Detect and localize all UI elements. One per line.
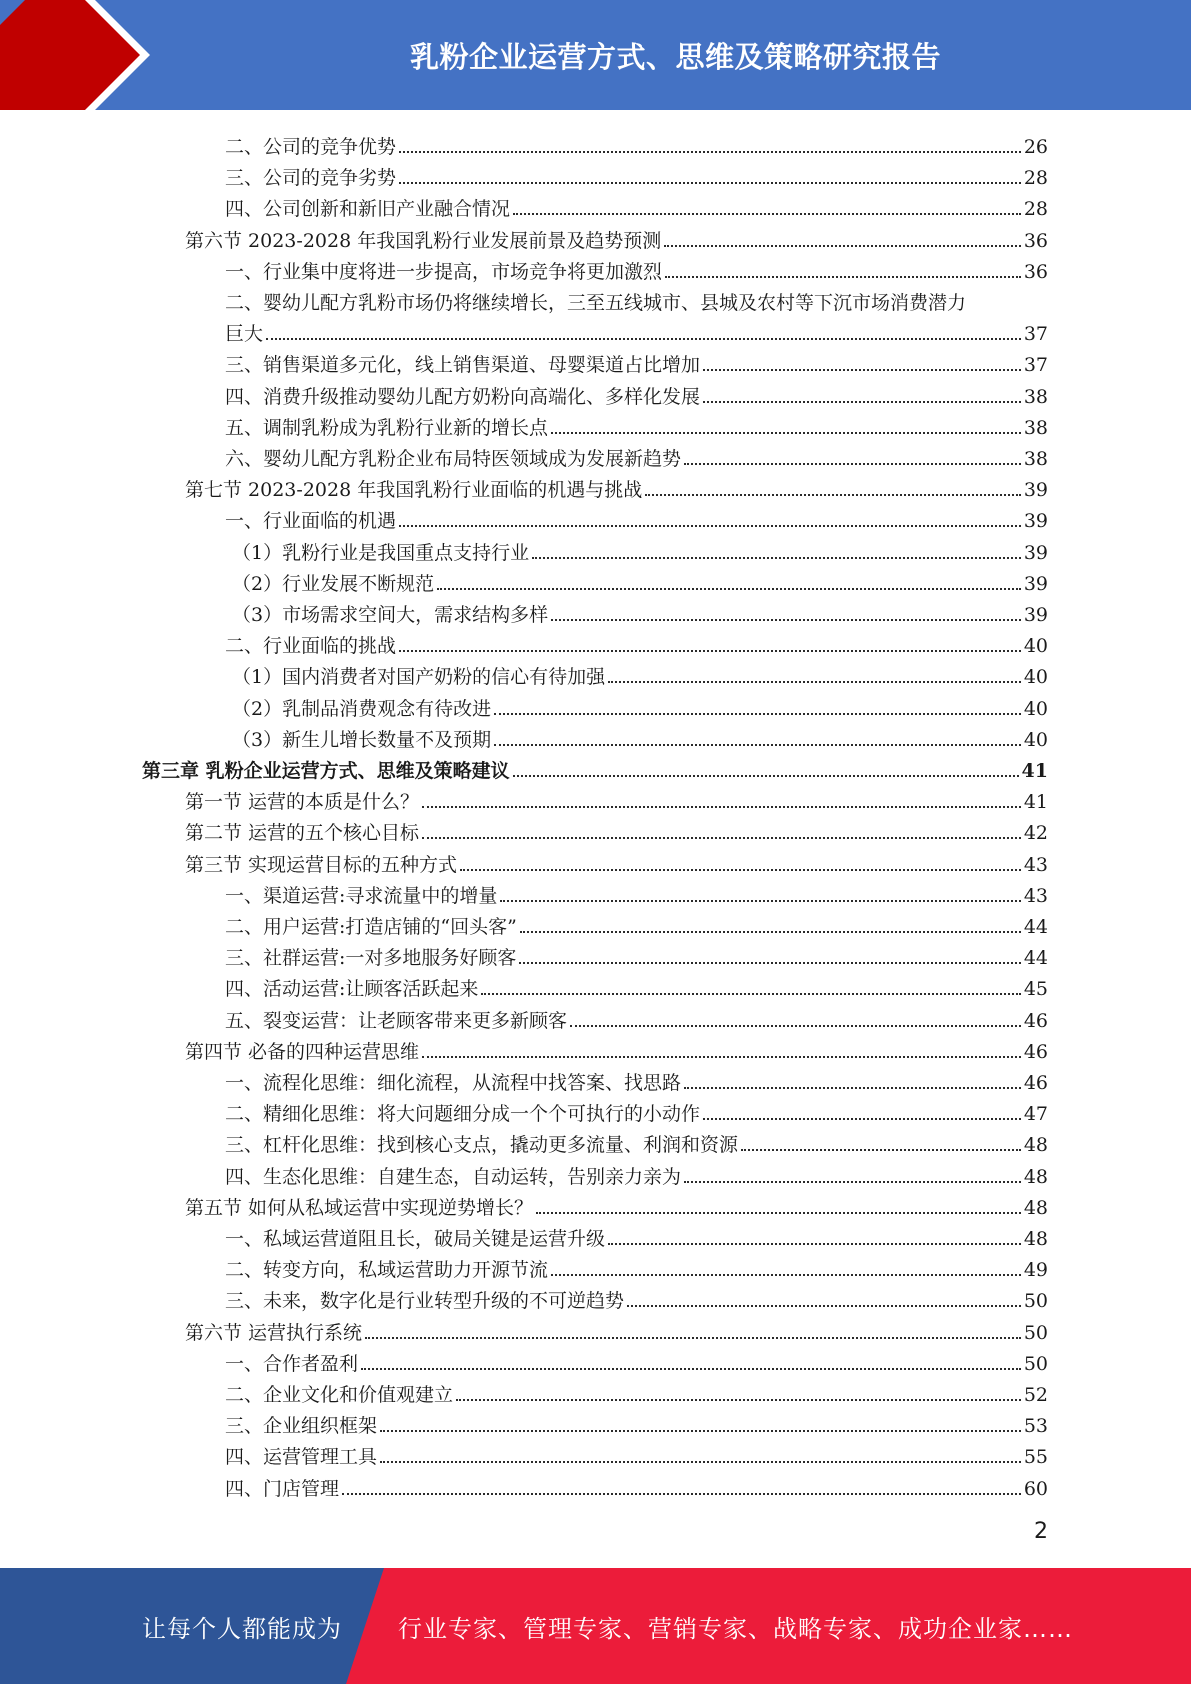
toc-entry[interactable]	[225, 1437, 1048, 1468]
toc-dot-leader	[460, 869, 1021, 871]
toc-entry[interactable]	[225, 314, 1048, 345]
toc-page-number: 43	[1023, 884, 1048, 907]
page-header	[0, 0, 1191, 110]
toc-entry[interactable]	[225, 1157, 1048, 1188]
toc-dot-leader	[703, 1118, 1021, 1120]
toc-dot-leader	[741, 1149, 1021, 1151]
toc-page-number: 45	[1023, 978, 1048, 1001]
toc-entry[interactable]	[232, 564, 1048, 595]
toc-page-number: 44	[1023, 947, 1048, 970]
toc-entry-text: 二、用户运营:打造店铺的“回头客”	[225, 916, 517, 938]
footer-slogan-right: 行业专家、管理专家、营销专家、战略专家、成功企业家……	[398, 1614, 1073, 1643]
toc-entry[interactable]	[225, 907, 1048, 938]
toc-dot-leader	[513, 213, 1021, 215]
toc-entry-text: 一、渠道运营:寻求流量中的增量	[225, 884, 498, 907]
toc-dot-leader	[703, 369, 1021, 371]
toc-page-number: 39	[1023, 604, 1048, 626]
toc-page-number: 38	[1023, 416, 1048, 439]
toc-entry-text: 四、生态化思维：自建生态，自动运转，告别亲力亲为	[225, 1165, 682, 1188]
toc-entry-text: （1）国内消费者对国产奶粉的信心有待加强	[232, 666, 606, 689]
toc-page-number: 28	[1023, 198, 1048, 221]
toc-dot-leader	[645, 494, 1021, 496]
toc-entry-text: 三、社群运营:一对多地服务好顾客	[225, 947, 517, 970]
toc-page-number: 48	[1023, 1134, 1048, 1157]
toc-dot-leader	[500, 900, 1020, 902]
toc-page-number: 40	[1023, 697, 1048, 720]
toc-dot-leader	[422, 1056, 1021, 1058]
toc-entry[interactable]	[232, 720, 1048, 751]
toc-entry[interactable]	[225, 1125, 1048, 1156]
toc-entry[interactable]	[225, 377, 1048, 408]
toc-page-number: 44	[1023, 916, 1048, 938]
toc-entry-text: 第五节 如何从私域运营中实现逆势增长？	[185, 1196, 534, 1219]
toc-page-number: 36	[1023, 260, 1048, 283]
toc-entry[interactable]	[225, 252, 1048, 283]
toc-dot-leader	[399, 151, 1021, 153]
toc-entry-text: 一、合作者盈利	[225, 1352, 359, 1375]
toc-entry-text: 一、流程化思维：细化流程，从流程中找答案、找思路	[225, 1072, 682, 1094]
toc-page-number: 55	[1023, 1446, 1048, 1469]
toc-section[interactable]	[185, 782, 1048, 813]
toc-page-number: 40	[1023, 666, 1048, 689]
toc-section[interactable]	[185, 813, 1048, 844]
toc-dot-leader	[570, 1025, 1021, 1027]
toc-entry[interactable]	[225, 1375, 1048, 1406]
toc-section[interactable]	[185, 470, 1048, 501]
toc-dot-leader	[422, 837, 1021, 839]
toc-entry[interactable]	[225, 1344, 1048, 1375]
toc-entry-text: 一、私域运营道阻且长，破局关键是运营升级	[225, 1228, 606, 1250]
toc-entry-text: 第六节 2023-2028 年我国乳粉行业发展前景及趋势预测	[185, 229, 662, 252]
toc-entry[interactable]	[225, 1406, 1048, 1437]
toc-entry-text: 三、杠杆化思维：找到核心支点，撬动更多流量、利润和资源	[225, 1134, 739, 1157]
toc-page-number: 28	[1023, 167, 1048, 190]
toc-page-number: 36	[1023, 229, 1048, 252]
toc-page-number: 40	[1023, 728, 1048, 751]
toc-entry[interactable]	[225, 1281, 1048, 1312]
toc-entry-text: 第六节 运营执行系统	[185, 1321, 363, 1344]
toc-dot-leader	[608, 681, 1021, 683]
toc-entry-text: 二、企业文化和价值观建立	[225, 1384, 454, 1406]
toc-dot-leader	[608, 1243, 1021, 1245]
toc-page-number: 26	[1023, 136, 1048, 158]
toc-entry[interactable]	[225, 345, 1048, 376]
toc-dot-leader	[520, 931, 1021, 933]
toc-page-number: 48	[1023, 1165, 1048, 1188]
toc-dot-leader	[532, 557, 1021, 559]
toc-entry-text: 一、行业集中度将进一步提高，市场竞争将更加激烈	[225, 260, 663, 283]
toc-entry[interactable]	[225, 938, 1048, 969]
toc-section[interactable]	[185, 221, 1048, 252]
toc-page-number: 48	[1023, 1228, 1048, 1250]
toc-entry-text: 三、企业组织框架	[225, 1415, 378, 1438]
toc-dot-leader	[684, 1181, 1021, 1183]
toc-page-number: 38	[1023, 385, 1048, 408]
header-arrow-decoration	[0, 0, 200, 110]
page-footer	[0, 1568, 1191, 1684]
toc-page-number: 52	[1023, 1384, 1048, 1406]
toc-entry-text: 第三节 实现运营目标的五种方式	[185, 853, 458, 876]
toc-page-number: 41	[1021, 760, 1048, 782]
toc-entry[interactable]	[225, 1094, 1048, 1125]
toc-page-number: 46	[1023, 1009, 1048, 1032]
toc-dot-leader	[494, 744, 1021, 746]
toc-entry-text: （2）乳制品消费观念有待改进	[232, 697, 492, 720]
toc-entry-text: 四、门店管理	[225, 1477, 340, 1500]
toc-page-number: 60	[1023, 1477, 1048, 1500]
toc-entry[interactable]	[225, 969, 1048, 1000]
toc-entry-text: 二、精细化思维：将大问题细分成一个个可执行的小动作	[225, 1103, 701, 1126]
report-title: 乳粉企业运营方式、思维及策略研究报告	[409, 39, 941, 74]
toc-dot-leader	[380, 1430, 1021, 1432]
toc-dot-leader	[266, 338, 1021, 340]
toc-dot-leader	[380, 1461, 1021, 1463]
toc-page-number: 37	[1023, 354, 1048, 377]
toc-section[interactable]	[185, 1188, 1048, 1219]
toc-entry-text: 四、消费升级推动婴幼儿配方奶粉向高端化、多样化发展	[225, 385, 701, 408]
toc-entry[interactable]	[232, 533, 1048, 564]
toc-page-number: 50	[1023, 1290, 1048, 1313]
page-number: 2	[1034, 1519, 1048, 1544]
toc-entry[interactable]	[225, 626, 1048, 657]
toc-entry[interactable]	[225, 127, 1048, 158]
toc-dot-leader	[399, 650, 1021, 652]
toc-section[interactable]	[185, 1032, 1048, 1063]
toc-dot-leader	[481, 993, 1020, 995]
toc-dot-leader	[365, 1337, 1021, 1339]
toc-entry[interactable]	[232, 657, 1048, 688]
toc-page-number: 48	[1023, 1196, 1048, 1219]
toc-entry[interactable]	[225, 158, 1048, 189]
toc-entry[interactable]	[225, 1469, 1048, 1500]
toc-page-number: 50	[1023, 1321, 1048, 1344]
toc-dot-leader	[684, 463, 1021, 465]
toc-entry-text: 五、裂变运营：让老顾客带来更多新顾客	[225, 1009, 568, 1032]
toc-entry-text: 巨大	[225, 323, 264, 346]
toc-entry-continued[interactable]	[225, 283, 966, 314]
toc-dot-leader	[703, 401, 1021, 403]
toc-dot-leader	[684, 1087, 1021, 1089]
toc-dot-leader	[399, 525, 1021, 527]
toc-page-number: 39	[1023, 541, 1048, 564]
toc-page-number: 39	[1023, 510, 1048, 533]
toc-dot-leader	[665, 276, 1021, 278]
toc-entry-text: 第四节 必备的四种运营思维	[185, 1040, 420, 1063]
toc-page-number: 46	[1023, 1040, 1048, 1063]
toc-entry[interactable]	[225, 1001, 1048, 1032]
toc-entry[interactable]	[225, 1250, 1048, 1281]
toc-entry-text: 六、婴幼儿配方乳粉企业布局特医领域成为发展新趋势	[225, 448, 682, 470]
toc-page-number: 38	[1023, 448, 1048, 470]
toc-dot-leader	[551, 432, 1021, 434]
toc-dot-leader	[536, 1212, 1021, 1214]
toc-entry-text: 四、活动运营:让顾客活跃起来	[225, 978, 479, 1001]
footer-slogan-left: 让每个人都能成为	[142, 1614, 342, 1643]
toc-dot-leader	[422, 806, 1021, 808]
toc-dot-leader	[551, 1274, 1021, 1276]
toc-dot-leader	[342, 1493, 1021, 1495]
toc-section[interactable]	[185, 1313, 1048, 1344]
toc-entry-text: 三、公司的竞争劣势	[225, 167, 397, 190]
toc-entry[interactable]	[225, 1219, 1048, 1250]
toc-entry-text: 第一节 运营的本质是什么？	[185, 791, 420, 814]
toc-dot-leader	[456, 1399, 1021, 1401]
toc-chapter[interactable]	[142, 751, 1048, 782]
toc-section[interactable]	[185, 845, 1048, 876]
toc-dot-leader	[494, 713, 1021, 715]
toc-entry-text: 四、公司创新和新旧产业融合情况	[225, 198, 511, 221]
toc-entry-text: 三、销售渠道多元化，线上销售渠道、母婴渠道占比增加	[225, 354, 701, 377]
toc-page-number: 39	[1023, 572, 1048, 595]
toc-page-number: 42	[1023, 822, 1048, 845]
toc-entry-text: （3）新生儿增长数量不及预期	[232, 728, 492, 751]
toc-page-number: 43	[1023, 853, 1048, 876]
toc-page-number: 41	[1023, 791, 1048, 814]
toc-page-number: 37	[1023, 323, 1048, 346]
toc-entry[interactable]	[225, 408, 1048, 439]
toc-dot-leader	[437, 588, 1021, 590]
toc-entry-text: （1）乳粉行业是我国重点支持行业	[232, 541, 530, 564]
toc-entry-text: 二、公司的竞争优势	[225, 136, 397, 158]
toc-entry[interactable]	[232, 689, 1048, 720]
toc-entry[interactable]	[225, 501, 1048, 532]
toc-dot-leader	[399, 182, 1021, 184]
toc-entry[interactable]	[225, 876, 1048, 907]
toc-entry-text: 第三章 乳粉企业运营方式、思维及策略建议	[142, 760, 510, 782]
toc-entry[interactable]	[232, 595, 1048, 626]
toc-entry-text: 第二节 运营的五个核心目标	[185, 822, 420, 845]
toc-page-number: 46	[1023, 1072, 1048, 1094]
toc-dot-leader	[664, 245, 1021, 247]
toc-page-number: 50	[1023, 1352, 1048, 1375]
toc-page-number: 39	[1023, 479, 1048, 502]
toc-dot-leader	[551, 619, 1021, 621]
toc-entry-text: （2）行业发展不断规范	[232, 572, 435, 595]
toc-page-number: 47	[1023, 1103, 1048, 1126]
toc-entry[interactable]	[225, 1063, 1048, 1094]
toc-entry-text: （3）市场需求空间大，需求结构多样	[232, 604, 549, 626]
toc-entry[interactable]	[225, 439, 1048, 470]
toc-page-number: 49	[1023, 1259, 1048, 1282]
toc-dot-leader	[519, 962, 1020, 964]
toc-entry[interactable]	[225, 189, 1048, 220]
toc-entry-text: 二、婴幼儿配方乳粉市场仍将继续增长，三至五线城市、县城及农村等下沉市场消费潜力	[225, 292, 967, 314]
toc-dot-leader	[627, 1305, 1021, 1307]
toc-entry-text: 二、行业面临的挑战	[225, 635, 397, 658]
toc-entry-text: 五、调制乳粉成为乳粉行业新的增长点	[225, 416, 549, 439]
toc-entry-text: 三、未来，数字化是行业转型升级的不可逆趋势	[225, 1290, 625, 1313]
toc-page-number: 53	[1023, 1415, 1048, 1438]
toc-entry-text: 四、运营管理工具	[225, 1446, 378, 1469]
toc-page-number: 40	[1023, 635, 1048, 658]
toc-dot-leader	[361, 1368, 1021, 1370]
toc-entry-text: 第七节 2023-2028 年我国乳粉行业面临的机遇与挑战	[185, 479, 643, 502]
toc-entry-text: 二、转变方向，私域运营助力开源节流	[225, 1259, 549, 1282]
toc-entry-text: 一、行业面临的机遇	[225, 510, 397, 533]
toc-dot-leader	[513, 775, 1019, 777]
